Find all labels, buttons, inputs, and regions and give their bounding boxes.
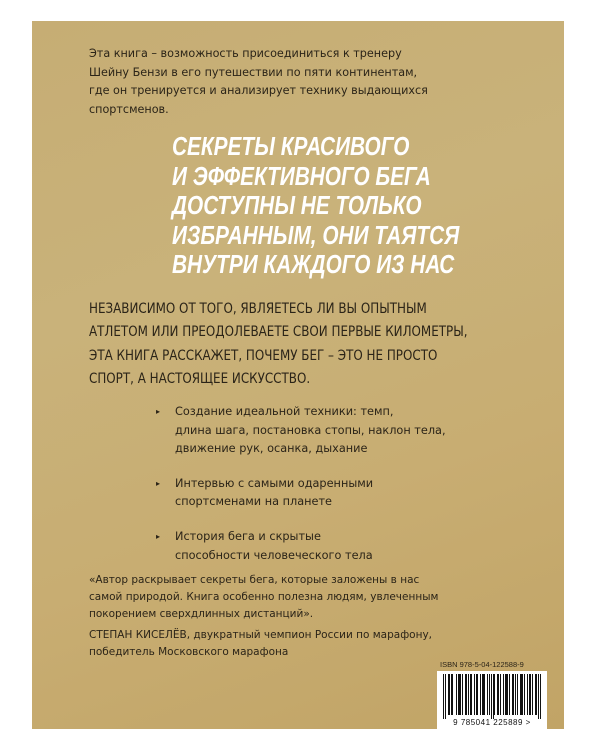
barcode-bar <box>524 674 525 715</box>
barcode-bar <box>471 674 472 715</box>
barcode-bar <box>535 674 536 715</box>
barcode-bar <box>513 674 514 715</box>
barcode-bar <box>466 674 467 715</box>
triangle-bullet-icon: ▸ <box>156 531 161 541</box>
list-item <box>156 528 476 565</box>
list-item-line: Создание идеальной техники: темп, <box>175 405 394 418</box>
headline-line: ВНУТРИ КАЖДОГО ИЗ НАС <box>172 249 455 279</box>
barcode-bar <box>482 674 483 715</box>
barcode-bar <box>538 674 539 719</box>
barcode-bar <box>445 674 446 719</box>
barcode-bars <box>443 674 541 719</box>
list-item-line: спортсменами на планете <box>175 495 333 509</box>
barcode-bar <box>500 674 501 715</box>
barcode-bar <box>527 674 528 715</box>
isbn-barcode <box>437 671 547 729</box>
barcode-bar <box>517 674 518 715</box>
reviewer-title: двукратный чемпион России по марафону, <box>190 629 433 641</box>
barcode-bar <box>521 674 522 715</box>
list-item <box>156 403 476 459</box>
barcode-bar <box>448 674 449 715</box>
intro-paragraph <box>89 45 509 119</box>
lead-line: НЕЗАВИСИМО ОТ ТОГО, ЯВЛЯЕТЕСЬ ЛИ ВЫ ОПЫТНЫМ <box>89 301 427 317</box>
triangle-bullet-icon: ▸ <box>156 407 161 416</box>
barcode-bar <box>497 674 498 715</box>
barcode-bar <box>476 674 477 715</box>
reviewer-name: СТЕПАН КИСЕЛЁВ, <box>89 629 191 641</box>
list-item-line: способности человеческого тела <box>175 548 373 562</box>
barcode-bar <box>509 674 510 715</box>
list-item-line: длина шага, постановка стопы, наклон тела, <box>175 423 446 437</box>
barcode-bar <box>489 674 490 715</box>
attribution-line-1 <box>89 627 559 644</box>
headline-line: СЕКРЕТЫ КРАСИВОГО <box>172 131 410 161</box>
barcode-bar <box>474 674 475 715</box>
barcode-bar <box>470 674 471 715</box>
intro-line: спортсменов. <box>89 102 169 116</box>
barcode-bar <box>498 674 499 715</box>
feature-list <box>156 403 476 581</box>
barcode-bar <box>529 674 530 715</box>
headline-line: ДОСТУПНЫ НЕ ТОЛЬКО <box>172 190 422 220</box>
barcode-bar <box>506 674 507 715</box>
quote-line: самой природой. Книга особенно полезна людям, увлеченным <box>89 591 439 603</box>
barcode-bar <box>493 674 494 719</box>
barcode-bar <box>443 674 444 719</box>
barcode-bar <box>480 674 481 715</box>
barcode-bar <box>465 674 466 715</box>
barcode-bar <box>536 674 537 715</box>
quote-line: покорением сверхдлинных дистанций». <box>89 608 314 620</box>
headline-line: И ЭФФЕКТИВНОГО БЕГА <box>172 160 431 191</box>
quote-line: «Автор раскрывает секреты бега, которые заложены в нас <box>89 574 420 586</box>
barcode-bar <box>530 674 531 715</box>
barcode-bar <box>491 674 492 719</box>
barcode-bar <box>459 674 460 715</box>
barcode-bar <box>505 674 506 715</box>
headline-line: ИЗБРАННЫМ, ОНИ ТАЯТСЯ <box>172 219 460 250</box>
barcode-bar <box>507 674 508 715</box>
barcode-bar <box>483 674 484 715</box>
lead-line: АТЛЕТОМ ИЛИ ПРЕОДОЛЕВАЕТЕ СВОИ ПЕРВЫЕ КИЛОМЕТРЫ, <box>89 324 468 341</box>
barcode-bar <box>532 674 533 715</box>
barcode-bar <box>477 674 478 715</box>
barcode-bar <box>460 674 461 715</box>
barcode-bar <box>512 674 513 715</box>
barcode-bar <box>494 674 495 715</box>
barcode-bar <box>458 674 459 715</box>
isbn-label: ISBN 978-5-04-122588-9 <box>440 660 524 669</box>
barcode-bar <box>520 674 521 715</box>
barcode-bar <box>515 674 516 715</box>
intro-line: Шейну Бензи в его путешествии по пяти континентам, <box>89 65 418 79</box>
list-item-line: движение рук, осанка, дыхание <box>175 442 368 456</box>
barcode-bar <box>484 674 485 715</box>
barcode-bar <box>503 674 504 715</box>
lead-paragraph <box>89 298 475 392</box>
list-item-line: История бега и скрытые <box>175 529 321 543</box>
review-quote <box>89 572 559 623</box>
quote-attribution <box>89 627 559 661</box>
barcode-digits: 9 785041 225889 > <box>453 718 531 727</box>
list-item <box>156 475 476 512</box>
attribution-line-2: победитель Московского марафона <box>89 646 289 658</box>
list-item-line: Интервью с самыми одаренными <box>175 476 374 490</box>
barcode-bar <box>452 674 453 715</box>
barcode-bar <box>468 674 469 715</box>
book-back-cover <box>32 21 564 729</box>
headline <box>172 132 476 280</box>
barcode-bar <box>451 674 452 715</box>
barcode-bar <box>540 674 541 719</box>
triangle-bullet-icon: ▸ <box>156 478 161 488</box>
barcode-bar <box>449 674 450 715</box>
lead-line: СПОРТ, А НАСТОЯЩЕЕ ИСКУССТВО. <box>89 371 311 388</box>
barcode-bar <box>522 674 523 715</box>
barcode-bar <box>462 674 463 715</box>
lead-line: ЭТА КНИГА РАССКАЖЕТ, ПОЧЕМУ БЕГ – ЭТО НЕ ПРОСТО <box>89 347 438 364</box>
intro-line: Эта книга – возможность присоединиться к тренеру <box>89 47 402 60</box>
intro-line: где он тренируется и анализирует технику выдающихся <box>89 84 428 98</box>
barcode-bar <box>456 674 457 715</box>
barcode-bar <box>487 674 488 715</box>
